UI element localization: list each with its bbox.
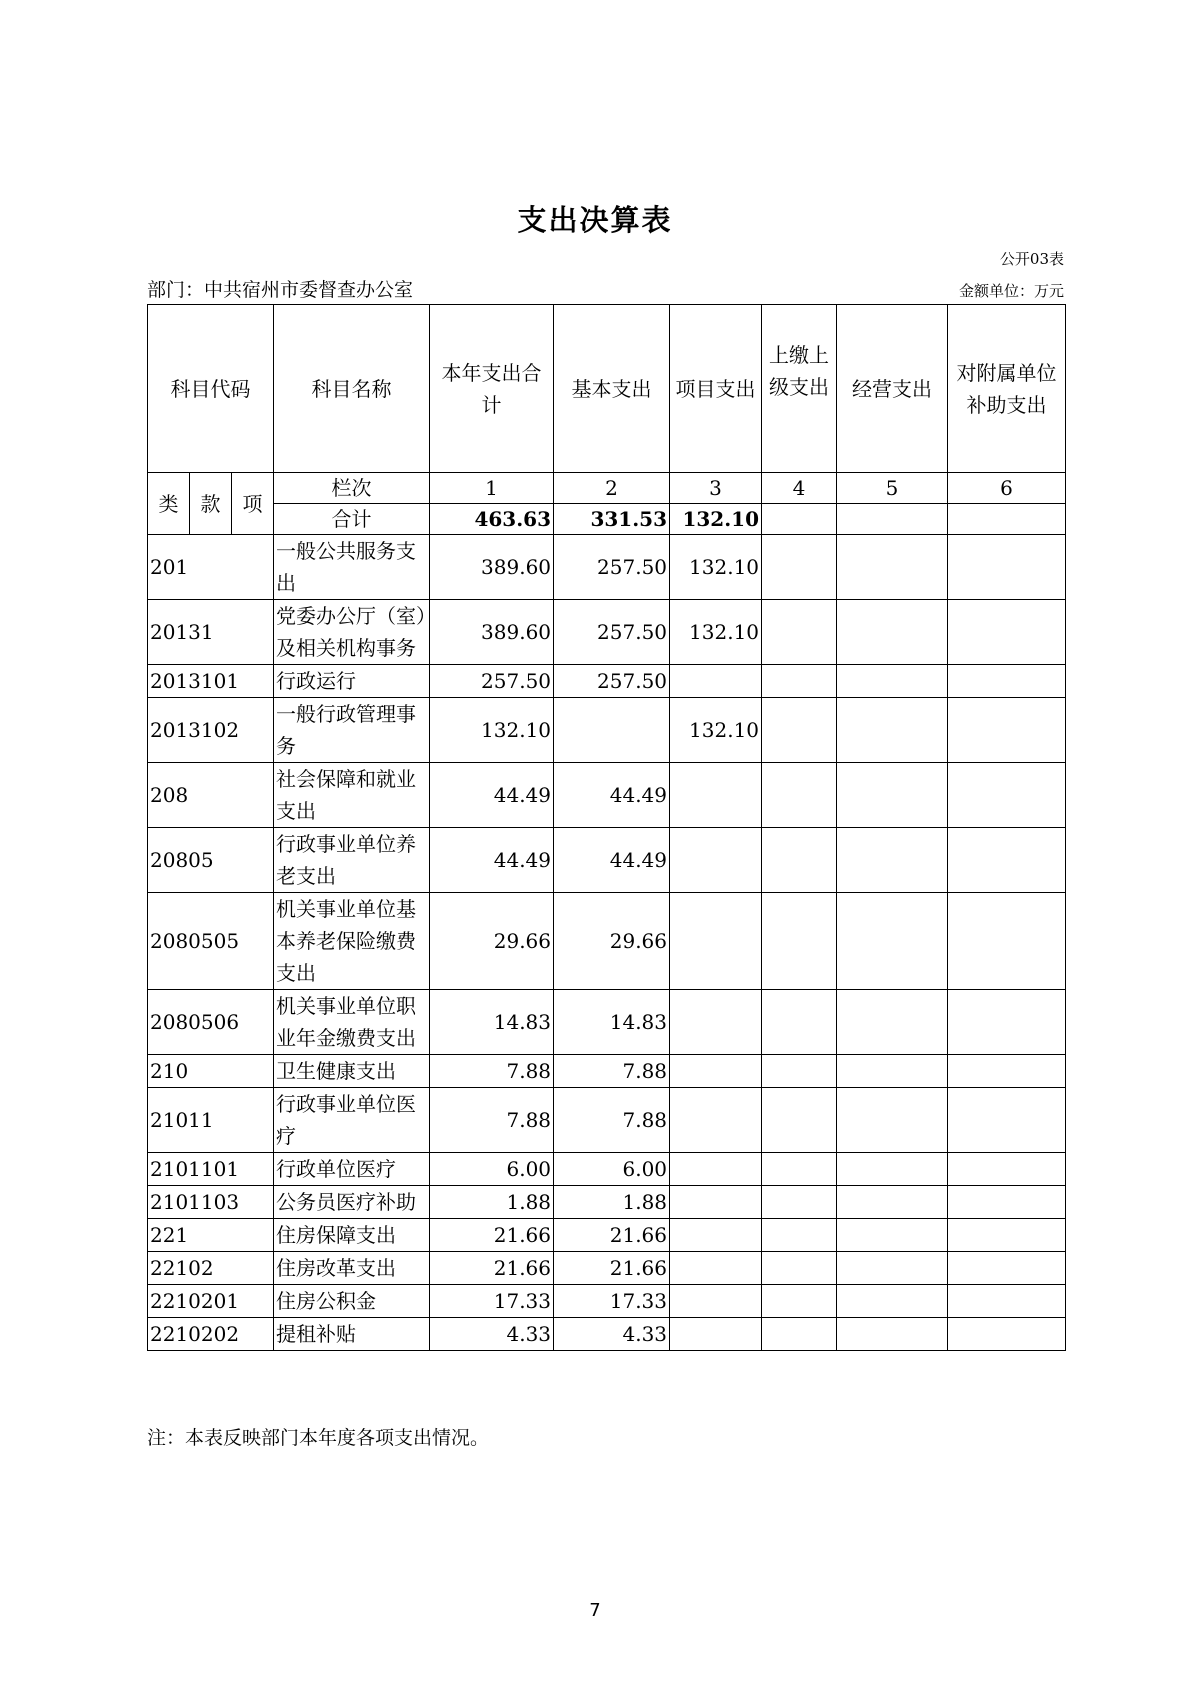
row-basic: 257.50 bbox=[554, 600, 670, 665]
row-project: 132.10 bbox=[670, 698, 762, 763]
sum-row bbox=[148, 504, 1066, 535]
row-business bbox=[837, 763, 948, 828]
row-upper bbox=[762, 893, 837, 990]
table-row bbox=[148, 1285, 1066, 1318]
row-code: 21011 bbox=[148, 1088, 274, 1153]
row-subsidy bbox=[948, 828, 1066, 893]
header-code: 科目代码 bbox=[148, 305, 274, 473]
expenditure-table bbox=[147, 304, 1066, 1351]
row-total: 389.60 bbox=[430, 600, 554, 665]
table-row bbox=[148, 1219, 1066, 1252]
table-row bbox=[148, 893, 1066, 990]
row-upper bbox=[762, 1153, 837, 1186]
header-project: 项目支出 bbox=[670, 305, 762, 473]
kuan-label: 款 bbox=[190, 473, 232, 535]
row-code: 2080506 bbox=[148, 990, 274, 1055]
row-business bbox=[837, 1285, 948, 1318]
row-subsidy bbox=[948, 1153, 1066, 1186]
row-total: 44.49 bbox=[430, 828, 554, 893]
row-subsidy bbox=[948, 1318, 1066, 1351]
row-total: 257.50 bbox=[430, 665, 554, 698]
row-business bbox=[837, 535, 948, 600]
row-upper bbox=[762, 1055, 837, 1088]
row-total: 17.33 bbox=[430, 1285, 554, 1318]
row-upper bbox=[762, 1285, 837, 1318]
row-total: 6.00 bbox=[430, 1153, 554, 1186]
row-business bbox=[837, 1055, 948, 1088]
row-name: 住房公积金 bbox=[274, 1285, 430, 1318]
row-total: 14.83 bbox=[430, 990, 554, 1055]
row-total: 7.88 bbox=[430, 1088, 554, 1153]
row-upper bbox=[762, 763, 837, 828]
sum-subsidy bbox=[948, 504, 1066, 535]
row-subsidy bbox=[948, 698, 1066, 763]
row-project: 132.10 bbox=[670, 600, 762, 665]
row-project bbox=[670, 763, 762, 828]
row-basic: 257.50 bbox=[554, 535, 670, 600]
table-row bbox=[148, 828, 1066, 893]
row-code: 2101103 bbox=[148, 1186, 274, 1219]
table-row bbox=[148, 535, 1066, 600]
header-business: 经营支出 bbox=[837, 305, 948, 473]
row-code: 221 bbox=[148, 1219, 274, 1252]
row-subsidy bbox=[948, 763, 1066, 828]
row-project bbox=[670, 828, 762, 893]
row-project bbox=[670, 1252, 762, 1285]
row-subsidy bbox=[948, 1055, 1066, 1088]
row-basic: 4.33 bbox=[554, 1318, 670, 1351]
page-title: 支出决算表 bbox=[517, 203, 673, 237]
row-basic: 29.66 bbox=[554, 893, 670, 990]
row-code: 2210201 bbox=[148, 1285, 274, 1318]
row-upper bbox=[762, 1252, 837, 1285]
row-name: 提租补贴 bbox=[274, 1318, 430, 1351]
row-total: 389.60 bbox=[430, 535, 554, 600]
row-name: 一般公共服务支出 bbox=[274, 535, 430, 600]
column-index-3: 3 bbox=[670, 473, 762, 504]
row-project bbox=[670, 893, 762, 990]
row-name: 住房改革支出 bbox=[274, 1252, 430, 1285]
row-name: 行政单位医疗 bbox=[274, 1153, 430, 1186]
row-name: 党委办公厅（室）及相关机构事务 bbox=[274, 600, 430, 665]
row-subsidy bbox=[948, 535, 1066, 600]
row-basic: 7.88 bbox=[554, 1055, 670, 1088]
row-business bbox=[837, 1088, 948, 1153]
row-project bbox=[670, 1219, 762, 1252]
row-upper bbox=[762, 1318, 837, 1351]
lei-label: 类 bbox=[148, 473, 190, 535]
table-row bbox=[148, 698, 1066, 763]
sum-project: 132.10 bbox=[670, 504, 762, 535]
sum-label: 合计 bbox=[274, 504, 430, 535]
row-basic bbox=[554, 698, 670, 763]
row-total: 21.66 bbox=[430, 1219, 554, 1252]
row-basic: 17.33 bbox=[554, 1285, 670, 1318]
row-code: 2013101 bbox=[148, 665, 274, 698]
row-upper bbox=[762, 1088, 837, 1153]
row-code: 2013102 bbox=[148, 698, 274, 763]
row-subsidy bbox=[948, 1186, 1066, 1219]
row-basic: 257.50 bbox=[554, 665, 670, 698]
sum-upper bbox=[762, 504, 837, 535]
row-total: 4.33 bbox=[430, 1318, 554, 1351]
row-project bbox=[670, 1088, 762, 1153]
row-upper bbox=[762, 535, 837, 600]
row-business bbox=[837, 828, 948, 893]
row-code: 2101101 bbox=[148, 1153, 274, 1186]
table-row bbox=[148, 665, 1066, 698]
row-code: 20805 bbox=[148, 828, 274, 893]
header-name: 科目名称 bbox=[274, 305, 430, 473]
row-upper bbox=[762, 1186, 837, 1219]
unit-label: 金额单位：万元 bbox=[958, 282, 1064, 300]
row-name: 卫生健康支出 bbox=[274, 1055, 430, 1088]
row-business bbox=[837, 1186, 948, 1219]
row-business bbox=[837, 990, 948, 1055]
header-row bbox=[148, 305, 1066, 473]
row-project bbox=[670, 1055, 762, 1088]
table-row bbox=[148, 1153, 1066, 1186]
row-business bbox=[837, 665, 948, 698]
row-code: 2080505 bbox=[148, 893, 274, 990]
row-name: 住房保障支出 bbox=[274, 1219, 430, 1252]
row-code: 208 bbox=[148, 763, 274, 828]
row-basic: 14.83 bbox=[554, 990, 670, 1055]
row-project bbox=[670, 1186, 762, 1219]
row-business bbox=[837, 1219, 948, 1252]
column-index-5: 5 bbox=[837, 473, 948, 504]
row-code: 210 bbox=[148, 1055, 274, 1088]
row-project bbox=[670, 1153, 762, 1186]
header-subsidy: 对附属单位补助支出 bbox=[948, 305, 1066, 473]
row-subsidy bbox=[948, 1252, 1066, 1285]
row-subsidy bbox=[948, 1285, 1066, 1318]
page-number: 7 bbox=[589, 1600, 601, 1621]
table-row bbox=[148, 1318, 1066, 1351]
table-row bbox=[148, 763, 1066, 828]
row-project: 132.10 bbox=[670, 535, 762, 600]
department-label: 部门：中共宿州市委督查办公室 bbox=[147, 279, 414, 301]
row-code: 201 bbox=[148, 535, 274, 600]
row-subsidy bbox=[948, 665, 1066, 698]
row-project bbox=[670, 1318, 762, 1351]
row-upper bbox=[762, 698, 837, 763]
row-upper bbox=[762, 600, 837, 665]
form-number: 公开03表 bbox=[999, 250, 1064, 268]
row-basic: 21.66 bbox=[554, 1219, 670, 1252]
row-name: 机关事业单位职业年金缴费支出 bbox=[274, 990, 430, 1055]
row-code: 2210202 bbox=[148, 1318, 274, 1351]
row-upper bbox=[762, 1219, 837, 1252]
row-basic: 44.49 bbox=[554, 828, 670, 893]
header-total: 本年支出合计 bbox=[430, 305, 554, 473]
row-basic: 44.49 bbox=[554, 763, 670, 828]
row-name: 行政事业单位医疗 bbox=[274, 1088, 430, 1153]
row-name: 行政事业单位养老支出 bbox=[274, 828, 430, 893]
row-total: 44.49 bbox=[430, 763, 554, 828]
sum-total: 463.63 bbox=[430, 504, 554, 535]
row-basic: 7.88 bbox=[554, 1088, 670, 1153]
row-business bbox=[837, 1252, 948, 1285]
column-index-6: 6 bbox=[948, 473, 1066, 504]
sum-basic: 331.53 bbox=[554, 504, 670, 535]
row-name: 行政运行 bbox=[274, 665, 430, 698]
row-business bbox=[837, 1318, 948, 1351]
row-upper bbox=[762, 990, 837, 1055]
row-business bbox=[837, 698, 948, 763]
column-index-1: 1 bbox=[430, 473, 554, 504]
sum-business bbox=[837, 504, 948, 535]
row-total: 1.88 bbox=[430, 1186, 554, 1219]
row-business bbox=[837, 1153, 948, 1186]
row-basic: 21.66 bbox=[554, 1252, 670, 1285]
row-subsidy bbox=[948, 1219, 1066, 1252]
row-basic: 1.88 bbox=[554, 1186, 670, 1219]
row-project bbox=[670, 990, 762, 1055]
row-total: 7.88 bbox=[430, 1055, 554, 1088]
row-code: 20131 bbox=[148, 600, 274, 665]
row-basic: 6.00 bbox=[554, 1153, 670, 1186]
table-row bbox=[148, 600, 1066, 665]
row-subsidy bbox=[948, 1088, 1066, 1153]
header-basic: 基本支出 bbox=[554, 305, 670, 473]
row-subsidy bbox=[948, 990, 1066, 1055]
row-upper bbox=[762, 665, 837, 698]
column-index-row bbox=[148, 473, 1066, 504]
table-row bbox=[148, 1186, 1066, 1219]
row-name: 一般行政管理事务 bbox=[274, 698, 430, 763]
table-row bbox=[148, 990, 1066, 1055]
row-total: 29.66 bbox=[430, 893, 554, 990]
column-index-4: 4 bbox=[762, 473, 837, 504]
row-name: 机关事业单位基本养老保险缴费支出 bbox=[274, 893, 430, 990]
row-subsidy bbox=[948, 600, 1066, 665]
column-index-label: 栏次 bbox=[274, 473, 430, 504]
table-row bbox=[148, 1088, 1066, 1153]
row-total: 21.66 bbox=[430, 1252, 554, 1285]
row-subsidy bbox=[948, 893, 1066, 990]
row-project bbox=[670, 1285, 762, 1318]
row-code: 22102 bbox=[148, 1252, 274, 1285]
header-upper: 上缴上级支出 bbox=[762, 305, 837, 473]
row-upper bbox=[762, 828, 837, 893]
row-business bbox=[837, 893, 948, 990]
table-row bbox=[148, 1055, 1066, 1088]
xiang-label: 项 bbox=[232, 473, 274, 535]
row-name: 社会保障和就业支出 bbox=[274, 763, 430, 828]
row-total: 132.10 bbox=[430, 698, 554, 763]
column-index-2: 2 bbox=[554, 473, 670, 504]
row-name: 公务员医疗补助 bbox=[274, 1186, 430, 1219]
row-project bbox=[670, 665, 762, 698]
table-note: 注：本表反映部门本年度各项支出情况。 bbox=[147, 1427, 490, 1449]
table-row bbox=[148, 1252, 1066, 1285]
row-business bbox=[837, 600, 948, 665]
